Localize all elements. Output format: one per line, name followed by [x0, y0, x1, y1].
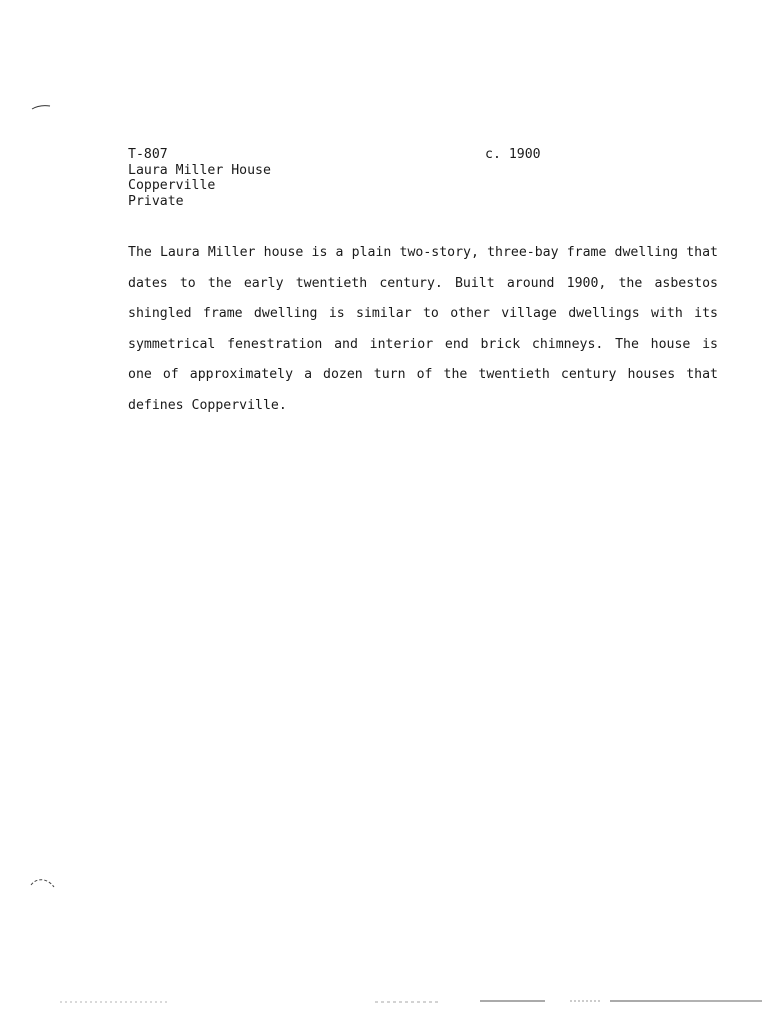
description-line: dates to the early twentieth century. Built around 1900, the asbestos	[128, 275, 718, 291]
description-line: symmetrical fenestration and interior end brick chimneys. The house is	[128, 336, 718, 352]
scan-edge-bottom	[0, 994, 770, 1008]
scan-mark-top-left	[30, 100, 54, 112]
property-date: c. 1900	[485, 147, 541, 162]
description-line: defines Copperville.	[128, 397, 287, 413]
property-ownership: Private	[128, 193, 184, 209]
description-line: one of approximately a dozen turn of the twentieth century houses that	[128, 367, 718, 383]
scan-mark-bottom-left	[28, 874, 58, 890]
record-id: T-807	[128, 147, 168, 162]
property-name: Laura Miller House	[128, 162, 271, 178]
description-line: The Laura Miller house is a plain two-story, three-bay frame dwelling that	[128, 245, 718, 260]
description-line: shingled frame dwelling is similar to other village dwellings with its	[128, 306, 718, 322]
property-location: Copperville	[128, 178, 216, 194]
description-paragraph	[128, 238, 718, 422]
